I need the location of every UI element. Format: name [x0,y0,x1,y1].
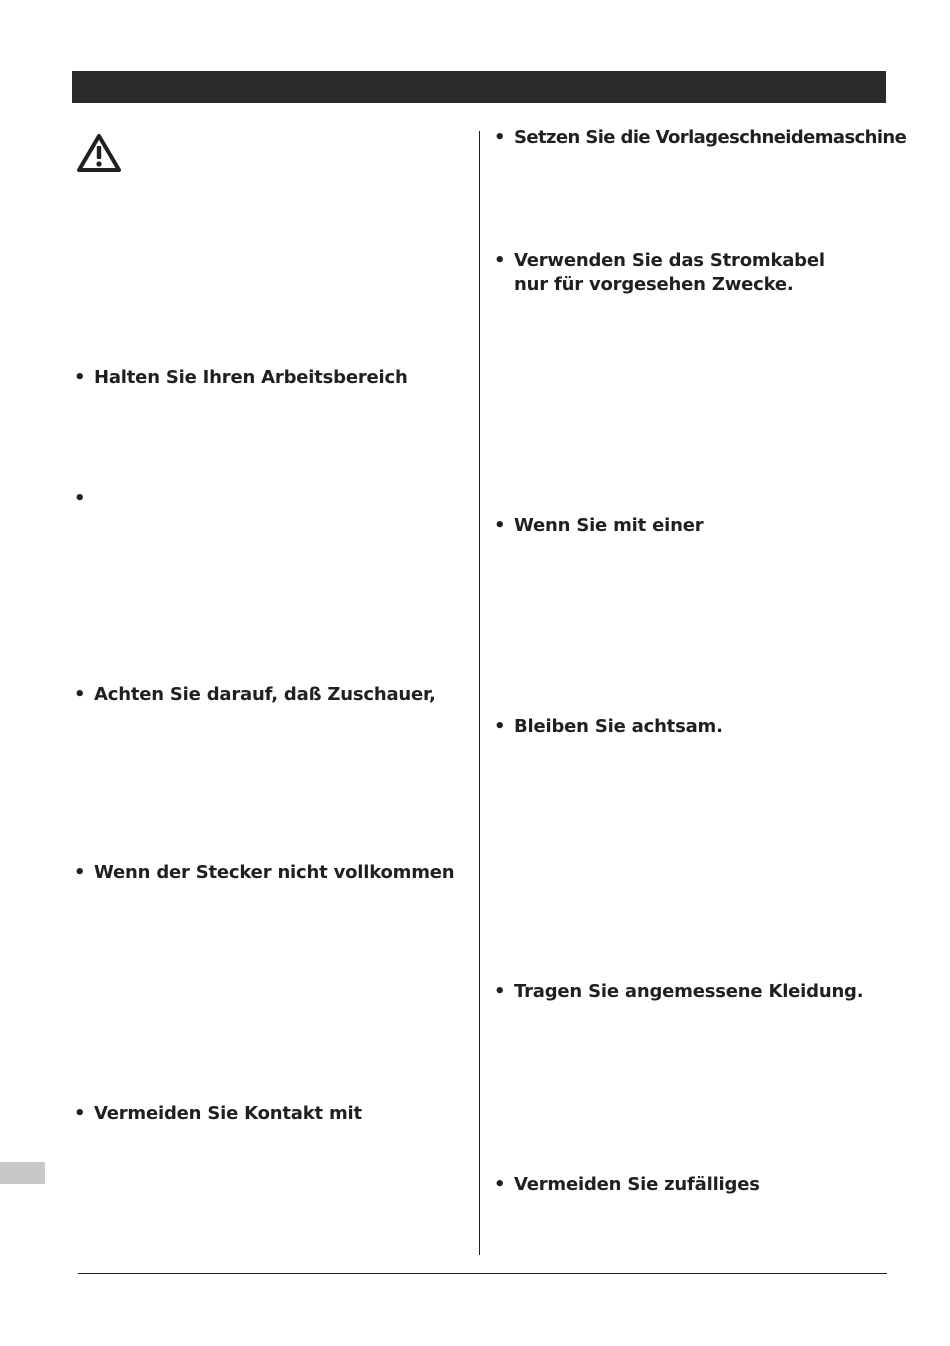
bullet-text: Wenn Sie mit einer [514,515,704,536]
bullet-item-plug [74,861,454,885]
bullet-item-cutter [494,126,906,150]
bullet-marker: • [494,127,505,148]
bullet-marker: • [494,250,506,271]
bullet-marker: • [494,716,506,737]
bullet-text: Wenn der Stecker nicht vollkommen [94,862,455,883]
bullet-text-line1: Verwenden Sie das Stromkabel [514,250,825,271]
bullet-item-work-area [74,366,408,390]
warning-triangle-icon [76,133,122,173]
bullet-marker: • [74,862,86,883]
bullet-marker: • [74,684,86,705]
bullet-text: Halten Sie Ihren Arbeitsbereich [94,367,408,388]
bullet-marker: • [74,488,86,509]
bullet-text: Setzen Sie die Vorlageschneidemaschine [514,127,907,148]
bullet-item-spectators [74,683,436,707]
footer-rule [78,1273,887,1274]
bullet-item-power-cord [494,249,825,297]
side-tab-marker [0,1162,45,1184]
bullet-text-line2: nur für vorgesehen Zwecke. [514,274,794,295]
bullet-marker: • [74,1103,86,1124]
bullet-marker: • [74,367,86,388]
bullet-text: Achten Sie darauf, daß Zuschauer, [94,684,436,705]
bullet-text: Vermeiden Sie zufälliges [514,1174,760,1195]
bullet-text: Tragen Sie angemessene Kleidung. [514,981,864,1002]
bullet-text: Bleiben Sie achtsam. [514,716,723,737]
bullet-marker: • [494,515,506,536]
bullet-marker: • [494,981,506,1002]
bullet-marker: • [494,1174,506,1195]
bullet-item-with-a [494,514,703,538]
column-divider [479,131,480,1255]
bullet-item-accidental [494,1173,760,1197]
bullet-text: Vermeiden Sie Kontakt mit [94,1103,362,1124]
bullet-item-stay-alert [494,715,723,739]
header-bar [72,71,886,103]
bullet-item-contact [74,1102,362,1126]
bullet-item-clothing [494,980,863,1004]
